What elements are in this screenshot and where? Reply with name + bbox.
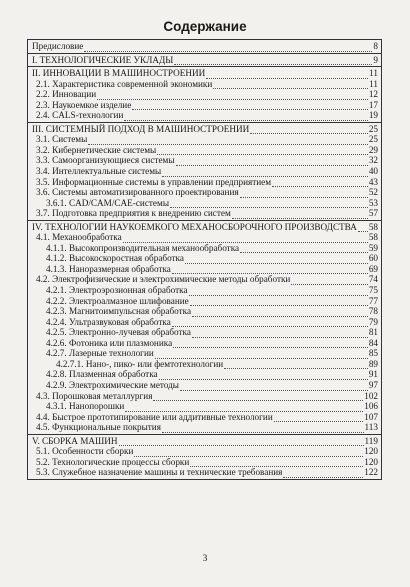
dot-leader	[192, 329, 368, 338]
toc-entry[interactable]	[28, 89, 381, 100]
toc-entry[interactable]	[28, 55, 381, 66]
toc-entry-title: 2.4. CALS-технологии	[36, 110, 124, 121]
toc-section	[28, 221, 381, 435]
page-title: Содержание	[163, 19, 247, 34]
toc-entry-title: IV. ТЕХНОЛОГИИ НАУКОЕМКОГО МЕХАНОСБОРОЧНОГО ПРОИЗВОДСТВА	[32, 221, 357, 232]
dot-leader	[173, 339, 368, 348]
toc-entry-page: 25	[368, 123, 378, 134]
toc-entry-page: 43	[368, 176, 378, 187]
dot-leader	[250, 125, 368, 134]
toc-entry-page: 78	[368, 306, 378, 317]
dot-leader	[172, 265, 368, 274]
toc-entry-page: 89	[368, 358, 378, 369]
toc-entry[interactable]	[28, 145, 381, 156]
toc-entry[interactable]	[28, 208, 381, 219]
toc-entry[interactable]	[28, 380, 381, 391]
dot-leader	[283, 469, 363, 478]
toc-entry-title: 4.4. Быстрое прототипирование или аддитивные технологии	[36, 411, 273, 422]
toc-entry-title: 4.1.1. Высокопроизводительная механообработка	[46, 242, 240, 253]
dot-leader	[88, 136, 368, 145]
toc-entry[interactable]	[28, 124, 381, 135]
toc-entry-title: Предисловие	[32, 41, 84, 51]
toc-entry-page: 12	[368, 89, 378, 100]
dot-leader	[162, 424, 364, 433]
toc-entry[interactable]	[28, 412, 381, 423]
toc-entry[interactable]	[28, 422, 381, 433]
toc-entry-title: 4.1.3. Наноразмерная обработка	[46, 263, 171, 274]
dot-leader	[358, 223, 368, 232]
dot-leader	[232, 210, 368, 219]
toc-entry[interactable]	[28, 306, 381, 317]
dot-leader	[185, 255, 368, 264]
dot-leader	[97, 91, 368, 100]
toc-entry-page: 75	[368, 285, 378, 296]
toc-entry-page: 57	[368, 208, 378, 219]
toc-entry-page: 97	[368, 379, 378, 390]
toc-entry-title: 4.2. Электрофизические и электрохимические методы обработки	[36, 274, 291, 285]
toc-entry-page: 11	[369, 68, 378, 79]
toc-entry-title: 4.5. Функциональные покрытия	[36, 422, 161, 433]
toc-entry-page: 29	[368, 144, 378, 155]
dot-leader	[180, 382, 368, 391]
toc-entry[interactable]	[28, 177, 381, 188]
toc-entry[interactable]	[28, 369, 381, 380]
toc-entry-title: 3.1. Системы	[36, 134, 88, 145]
dot-leader	[190, 297, 368, 306]
toc-entry-title: 4.2.1. Электроэрозионная обработка	[46, 285, 188, 296]
toc-entry[interactable]	[28, 41, 381, 52]
dot-leader	[119, 437, 364, 446]
dot-leader	[272, 178, 368, 187]
toc-entry-page: 107	[364, 411, 378, 422]
dot-leader	[240, 189, 368, 198]
dot-leader	[159, 371, 368, 380]
toc-entry-page: 53	[368, 197, 378, 208]
toc-entry-page: 58	[368, 232, 378, 243]
toc-entry-page: 119	[364, 435, 378, 446]
toc-entry-title: 4.3. Порошковая металлургия	[36, 390, 153, 401]
toc-entry[interactable]	[28, 155, 381, 166]
dot-leader	[274, 413, 363, 422]
toc-entry[interactable]	[28, 327, 381, 338]
dot-leader	[132, 101, 368, 110]
toc-entry-page: 81	[368, 327, 378, 338]
toc-entry-title: 4.2.7.1. Нано-, пико- или фемтотехнологии	[56, 358, 224, 369]
toc-entry-title: 5.2. Технологические процессы сборки	[36, 456, 190, 467]
toc-entry-title: 5.1. Особенности сборки	[36, 446, 134, 457]
toc-entry-page: 59	[368, 242, 378, 253]
toc-entry-page: 8	[373, 41, 378, 51]
toc-entry-title: 2.1. Характеристика современной экономики	[36, 78, 213, 89]
dot-leader	[291, 276, 367, 285]
dot-leader	[124, 112, 367, 121]
toc-entry-title: 3.6.1. CAD/CAM/CAE-системы	[46, 197, 169, 208]
toc-entry[interactable]	[28, 296, 381, 307]
toc-entry[interactable]	[28, 134, 381, 145]
toc-entry[interactable]	[28, 359, 381, 370]
toc-entry[interactable]	[28, 264, 381, 275]
dot-leader	[155, 350, 368, 359]
toc-entry-page: 40	[368, 166, 378, 177]
toc-entry-title: 4.2.6. Фотоника или плазмоника	[46, 337, 173, 348]
toc-section	[28, 67, 381, 123]
toc-entry[interactable]	[28, 253, 381, 264]
toc-entry-title: 4.2.2. Электроалмазное шлифование	[46, 295, 189, 306]
dot-leader	[125, 403, 363, 412]
toc-entry[interactable]	[28, 446, 381, 457]
page-number: 3	[202, 554, 208, 564]
toc-entry[interactable]	[28, 285, 381, 296]
toc-entry[interactable]	[28, 68, 381, 79]
dot-leader	[162, 168, 368, 177]
toc-entry[interactable]	[28, 348, 381, 359]
toc-entry-title: 4.2.7. Лазерные технологии	[46, 348, 154, 359]
toc-entry[interactable]	[28, 436, 381, 447]
toc-section	[28, 40, 381, 54]
toc-entry-page: 91	[368, 369, 378, 380]
toc-section	[28, 435, 381, 480]
dot-leader	[170, 199, 368, 208]
dot-leader	[134, 448, 363, 457]
toc-entry-title: 2.3. Наукоемкое изделие	[36, 99, 132, 110]
dot-leader	[206, 70, 368, 79]
toc-entry[interactable]	[28, 110, 381, 121]
toc-entry-page: 85	[368, 348, 378, 359]
toc-entry-page: 106	[364, 401, 378, 412]
toc-entry-page: 79	[368, 316, 378, 327]
toc-entry-title: 3.2. Кибернетические системы	[36, 144, 157, 155]
toc-entry-page: 77	[368, 295, 378, 306]
toc-entry[interactable]	[28, 232, 381, 243]
toc-entry-title: II. ИННОВАЦИИ В МАШИНОСТРОЕНИИ	[32, 68, 206, 79]
toc-entry[interactable]	[28, 467, 381, 478]
dot-leader	[174, 56, 372, 65]
toc-entry-title: I. ТЕХНОЛОГИЧЕСКИЕ УКЛАДЫ	[32, 54, 174, 65]
toc-entry[interactable]	[28, 317, 381, 328]
toc-entry-title: 5.3. Служебное назначение машины и технические требования	[36, 467, 283, 478]
toc-entry-title: 3.4. Интеллектуальные системы	[36, 166, 162, 177]
toc-entry-page: 60	[368, 253, 378, 264]
toc-entry[interactable]	[28, 243, 381, 254]
toc-entry[interactable]	[28, 401, 381, 412]
toc-entry-title: V. СБОРКА МАШИН	[32, 435, 118, 446]
toc-entry-title: 4.1.2. Высокоскоростная обработка	[46, 253, 184, 264]
toc-entry[interactable]	[28, 457, 381, 468]
toc-entry[interactable]	[28, 391, 381, 402]
dot-leader	[153, 392, 363, 401]
toc-entry[interactable]	[28, 166, 381, 177]
toc-entry-page: 74	[368, 274, 378, 285]
dot-leader	[84, 43, 372, 52]
toc-entry-title: 3.5. Информационные системы в управлении предприятием	[36, 176, 272, 187]
toc-entry-title: III. СИСТЕМНЫЙ ПОДХОД В МАШИНОСТРОЕНИИ	[32, 123, 250, 134]
toc-entry-page: 9	[373, 54, 378, 65]
toc-entry[interactable]	[28, 198, 381, 209]
dot-leader	[190, 458, 363, 467]
dot-leader	[172, 318, 368, 327]
toc-entry-page: 69	[368, 263, 378, 274]
toc-entry-title: 4.2.5. Электронно-лучевая обработка	[46, 327, 191, 338]
toc-entry-page: 25	[368, 134, 378, 145]
dot-leader	[176, 157, 368, 166]
table-of-contents	[27, 39, 382, 480]
toc-entry[interactable]	[28, 338, 381, 349]
dot-leader	[240, 244, 368, 253]
toc-entry-title: 4.2.4. Ультразвуковая обработка	[46, 316, 171, 327]
toc-entry-page: 102	[364, 390, 378, 401]
toc-entry-page: 122	[364, 467, 378, 478]
dot-leader	[224, 360, 368, 369]
toc-entry-page: 113	[364, 422, 378, 433]
toc-entry-page: 120	[364, 446, 378, 457]
toc-section	[28, 123, 381, 221]
toc-entry[interactable]	[28, 222, 381, 233]
toc-entry-page: 17	[368, 99, 378, 110]
toc-entry-page: 32	[368, 155, 378, 166]
toc-entry[interactable]	[28, 274, 381, 285]
toc-entry-title: 4.2.3. Магнитоимпульсная обработка	[46, 306, 192, 317]
toc-entry-title: 2.2. Инновации	[36, 89, 97, 100]
toc-entry-title: 4.1. Механообработка	[36, 232, 122, 243]
toc-entry-page: 19	[368, 110, 378, 121]
toc-section	[28, 54, 381, 68]
toc-entry-title: 4.2.8. Плазменная обработка	[46, 369, 158, 380]
toc-entry-title: 4.3.1. Нанопорошки	[46, 401, 125, 412]
dot-leader	[192, 308, 368, 317]
dot-leader	[189, 287, 368, 296]
toc-entry[interactable]	[28, 187, 381, 198]
toc-entry-title: 3.7. Подготовка предприятия к внедрению систем	[36, 208, 231, 219]
dot-leader	[123, 234, 368, 243]
toc-entry[interactable]	[28, 79, 381, 90]
toc-entry-title: 4.2.9. Электрохимические методы	[46, 379, 179, 390]
toc-entry-page: 58	[368, 221, 378, 232]
dot-leader	[157, 146, 368, 155]
toc-entry-title: 3.3. Самоорганизующиеся системы	[36, 155, 175, 166]
toc-entry[interactable]	[28, 100, 381, 111]
toc-entry-page: 52	[368, 187, 378, 198]
toc-entry-page: 11	[369, 78, 378, 89]
toc-entry-page: 84	[368, 337, 378, 348]
toc-entry-title: 3.6. Системы автоматизированного проектирования	[36, 187, 239, 198]
dot-leader	[213, 80, 368, 89]
toc-entry-page: 120	[364, 456, 378, 467]
